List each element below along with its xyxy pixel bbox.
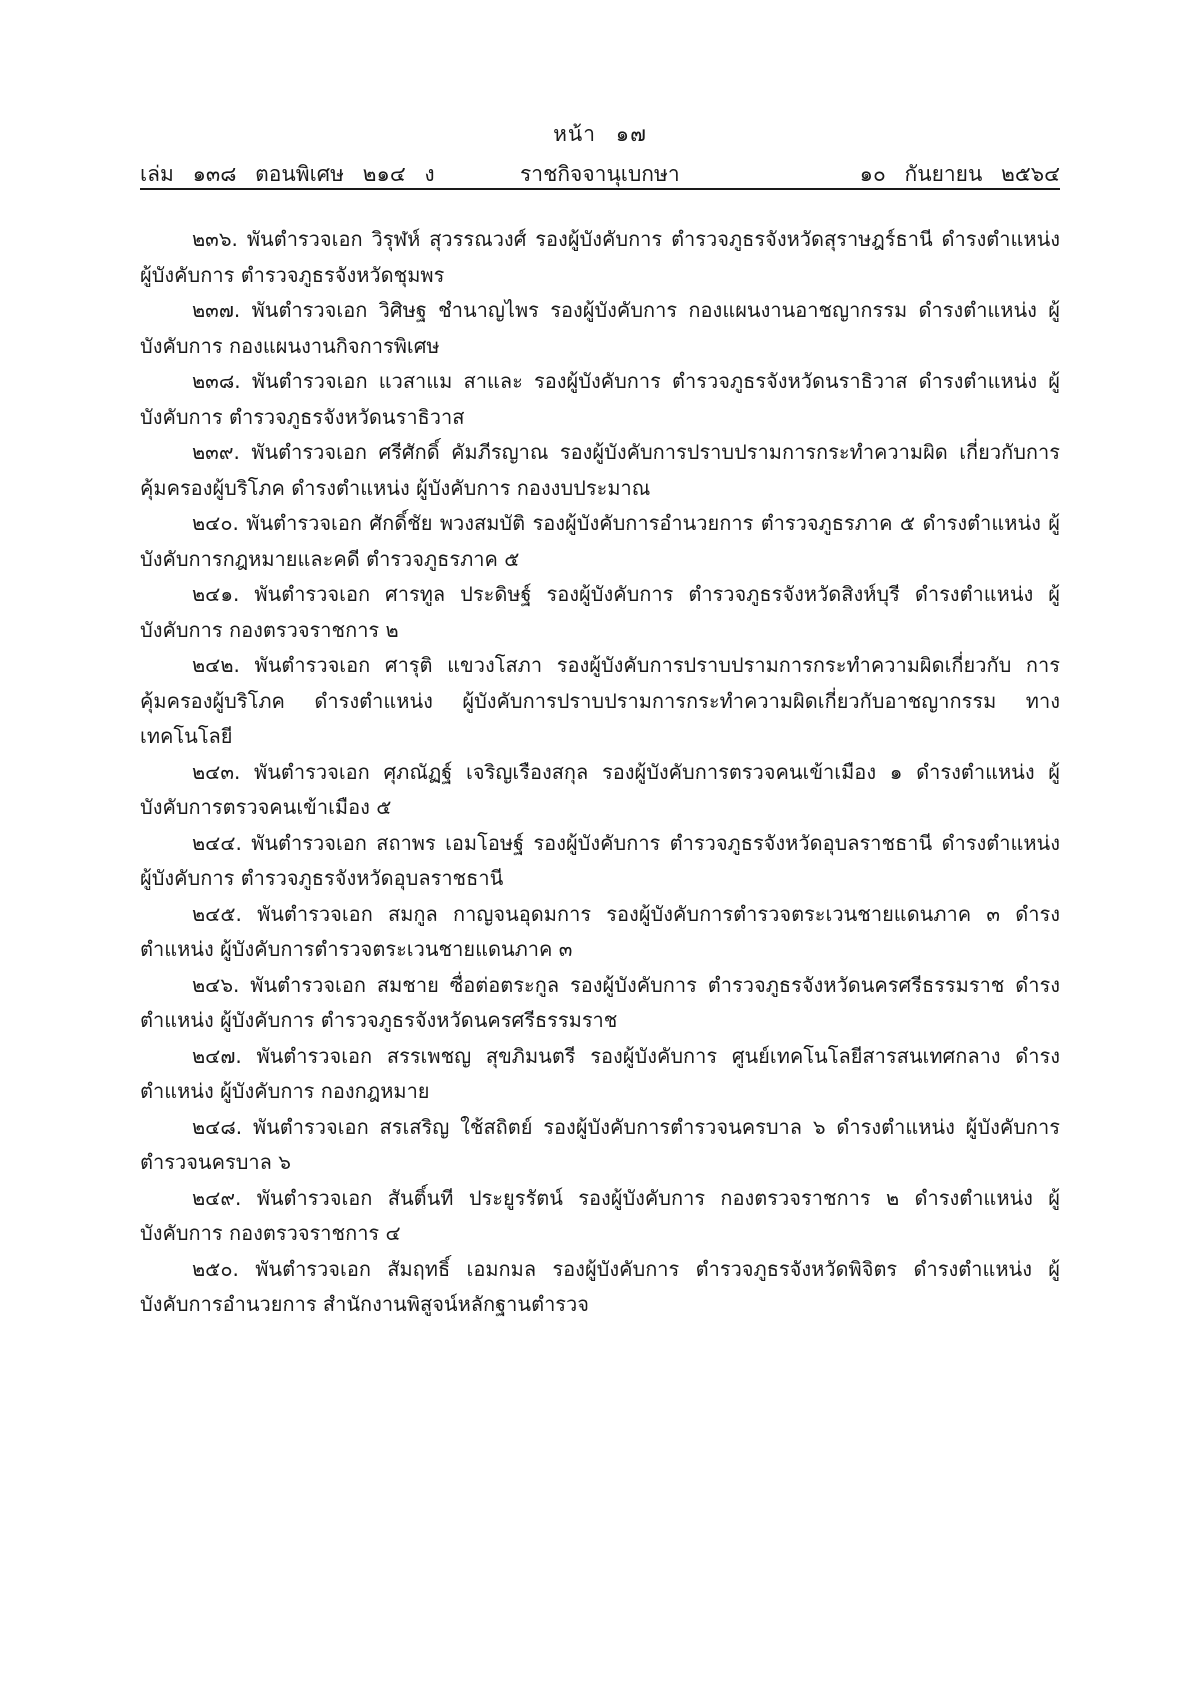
entry-text: พันตำรวจเอก ศรีศักดิ์ คัมภีรญาณ รองผู้บังคับการปราบปรามการกระทำความผิด เกี่ยวกับการคุ้มครองผู้บริโภค ดำรงตำแหน่ง ผู้บังคับการ กองงบประมาณ <box>140 440 1060 500</box>
entry-text: พันตำรวจเอก แวสาแม สาและ รองผู้บังคับการ ตำรวจภูธรจังหวัดนราธิวาส ดำรงตำแหน่ง ผู้บังคับการ ตำรวจภูธรจังหวัดนราธิวาส <box>140 369 1060 429</box>
issue-number: ๒๑๔ <box>362 162 406 186</box>
publication-date <box>860 158 1060 191</box>
volume-number: ๑๓๘ <box>192 162 237 186</box>
list-item <box>140 826 1060 897</box>
entry-number: ๒๔๔. <box>192 830 242 855</box>
date-day: ๑๐ <box>859 162 886 186</box>
entry-text: พันตำรวจเอก สมชาย ซื่อต่อตระกูล รองผู้บังคับการ ตำรวจภูธรจังหวัดนครศรีธรรมราช ดำรงตำแหน่ง ผู้บังคับการ ตำรวจภูธรจังหวัดนครศรีธรรมราช <box>140 972 1061 1032</box>
entry-number: ๒๕๐. <box>192 1256 239 1281</box>
volume-label: เล่ม <box>140 162 174 186</box>
issue-label: ตอนพิเศษ <box>255 162 344 186</box>
entry-text: พันตำรวจเอก สันติ์นที ประยูรรัตน์ รองผู้บังคับการ กองตรวจราชการ ๒ ดำรงตำแหน่ง ผู้บังคับการ กองตรวจราชการ ๔ <box>140 1185 1061 1245</box>
entry-text: พันตำรวจเอก สถาพร เอมโอษฐ์ รองผู้บังคับการ ตำรวจภูธรจังหวัดอุบลราชธานี ดำรงตำแหน่ง ผู้บังคับการ ตำรวจภูธรจังหวัดอุบลราชธานี <box>140 830 1060 890</box>
page-number-value: ๑๗ <box>615 122 647 146</box>
gazette-header <box>140 150 1060 190</box>
entry-text: พันตำรวจเอก สมกูล กาญจนอุดมการ รองผู้บังคับการตำรวจตระเวนชายแดนภาค ๓ ดำรงตำแหน่ง ผู้บังคับการตำรวจตระเวนชายแดนภาค ๓ <box>140 901 1061 961</box>
entry-text: พันตำรวจเอก สัมฤทธิ์ เอมกมล รองผู้บังคับการ ตำรวจภูธรจังหวัดพิจิตร ดำรงตำแหน่ง ผู้บังคับการอำนวยการ สำนักงานพิสูจน์หลักฐานตำรวจ <box>140 1256 1061 1316</box>
entry-text: พันตำรวจเอก สรเสริญ ใช้สถิตย์ รองผู้บังคับการตำรวจนครบาล ๖ ดำรงตำแหน่ง ผู้บังคับการตำรวจนครบาล ๖ <box>140 1114 1061 1174</box>
entry-number: ๒๓๘. <box>192 369 241 393</box>
entry-text: พันตำรวจเอก สรรเพชญ สุขภิมนตรี รองผู้บังคับการ ศูนย์เทคโนโลยีสารสนเทศกลาง ดำรงตำแหน่ง ผู้บังคับการ กองกฎหมาย <box>140 1043 1060 1103</box>
entry-text: พันตำรวจเอก ศารทูล ประดิษฐ์ รองผู้บังคับการ ตำรวจภูธรจังหวัดสิงห์บุรี ดำรงตำแหน่ง ผู้บังคับการ กองตรวจราชการ ๒ <box>140 582 1060 642</box>
entry-number: ๒๔๓. <box>192 759 241 784</box>
page-label: หน้า <box>553 122 597 146</box>
list-item <box>140 1181 1060 1252</box>
entry-text: พันตำรวจเอก วิรุฬห์ สุวรรณวงศ์ รองผู้บังคับการ ตำรวจภูธรจังหวัดสุราษฎร์ธานี ดำรงตำแหน่ง ผู้บังคับการ ตำรวจภูธรจังหวัดชุมพร <box>140 227 1061 287</box>
date-month: กันยายน <box>904 162 983 186</box>
list-item <box>140 1110 1060 1181</box>
entry-number: ๒๔๑. <box>192 582 240 606</box>
entry-number: ๒๔๘. <box>192 1114 243 1139</box>
entry-text: พันตำรวจเอก ศักดิ์ชัย พวงสมบัติ รองผู้บังคับการอำนวยการ ตำรวจภูธรภาค ๕ ดำรงตำแหน่ง ผู้บังคับการกฎหมายและคดี ตำรวจภูธรภาค ๕ <box>140 511 1060 571</box>
entry-number: ๒๓๗. <box>192 298 241 322</box>
list-item <box>140 1039 1060 1110</box>
entry-number: ๒๓๙. <box>192 440 240 464</box>
list-item <box>140 222 1060 293</box>
entry-text: พันตำรวจเอก ศุภณัฏฐ์ เจริญเรืองสกุล รองผู้บังคับการตรวจคนเข้าเมือง ๑ ดำรงตำแหน่ง ผู้บังคับการตรวจคนเข้าเมือง ๕ <box>140 759 1060 819</box>
entry-number: ๒๔๐. <box>192 511 239 535</box>
list-item <box>140 364 1060 435</box>
list-item <box>140 577 1060 648</box>
entry-number: ๒๔๙. <box>192 1185 242 1210</box>
appointment-list <box>140 222 1060 1323</box>
list-item <box>140 435 1060 506</box>
entry-number: ๒๔๗. <box>192 1043 242 1068</box>
list-item <box>140 506 1060 577</box>
list-item <box>140 897 1060 968</box>
page-number <box>0 118 1200 151</box>
list-item <box>140 968 1060 1039</box>
section-letter: ง <box>424 162 435 186</box>
entry-number: ๒๓๖. <box>192 227 238 251</box>
list-item <box>140 755 1060 826</box>
entry-number: ๒๔๖. <box>192 972 240 997</box>
volume-issue <box>140 158 435 191</box>
list-item <box>140 648 1060 755</box>
entry-number: ๒๔๕. <box>192 901 242 926</box>
date-year: ๒๕๖๔ <box>1001 162 1060 186</box>
entry-text: พันตำรวจเอก วิศิษฐ ชำนาญไพร รองผู้บังคับการ กองแผนงานอาชญากรรม ดำรงตำแหน่ง ผู้บังคับการ กองแผนงานกิจการพิเศษ <box>140 298 1060 358</box>
entry-text: พันตำรวจเอก ศารุติ แขวงโสภา รองผู้บังคับการปราบปรามการกระทำความผิดเกี่ยวกับ การคุ้มครองผู้บริโภค ดำรงตำแหน่ง ผู้บังคับการปราบปรามการกระทำความผิดเกี่ยวกับอาชญากรรม ทางเทคโนโลยี <box>140 653 1061 748</box>
list-item <box>140 293 1060 364</box>
publication-title: ราชกิจจานุเบกษา <box>520 162 680 186</box>
entry-number: ๒๔๒. <box>192 653 240 677</box>
list-item <box>140 1252 1060 1323</box>
